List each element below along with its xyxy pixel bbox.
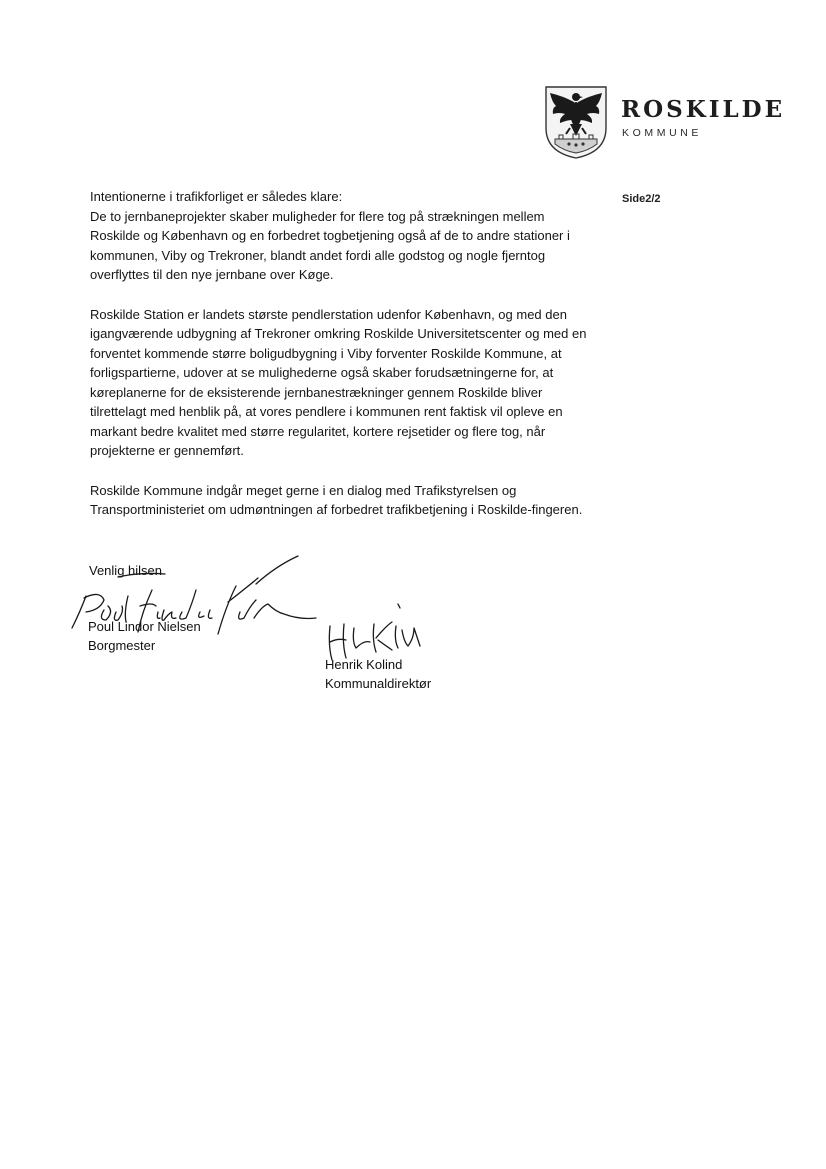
signature-1-stroke (256, 556, 298, 584)
text-line: Roskilde Kommune indgår meget gerne i en dialog med Trafikstyrelsen og (90, 482, 517, 498)
text-line: De to jernbaneprojekter skaber muligheder for flere tog på strækningen mellem (90, 208, 545, 224)
text-line: kommunen, Viby og Trekroner, blandt andet fordi alle godstog og nogle fjerntog (90, 247, 546, 263)
signer-1-title: Borgmester (88, 638, 156, 653)
signer-1-name: Poul Lindor Nielsen (88, 619, 201, 634)
text-line: Intentionerne i trafikforliget er således klare: (90, 189, 343, 204)
signature-2-stroke (329, 624, 346, 660)
text-line: overflyttes til den nye jernbane over Køge. (90, 267, 334, 282)
text-line: køreplanerne for de eksisterende jernbanestrækninger gennem Roskilde bliver (90, 384, 543, 400)
org-name: ROSKILDE (621, 96, 786, 123)
closing-greeting: Venlig hilsen (89, 563, 162, 578)
signer-2-title: Kommunaldirektør (325, 676, 432, 691)
signature-1-stroke (180, 590, 212, 619)
paragraph-intentions (90, 187, 620, 285)
signature-2-stroke (395, 626, 420, 648)
org-subtitle: KOMMUNE (622, 127, 703, 139)
text-line: forligspartierne, udover at se mulighederne også skaber forudsætningerne for, at (90, 365, 554, 380)
signature-2-stroke (353, 628, 370, 648)
paragraph-dialog (90, 481, 620, 520)
text-line: markant bedre kvalitet med større regularitet, kortere rejsetider og flere tog, når (90, 423, 546, 439)
text-line: Roskilde og København og en forbedret togbetjening også af de to andre stationer i (90, 228, 570, 243)
signer-2-name: Henrik Kolind (325, 657, 403, 672)
text-line: forventet kommende større boligudbygning i Viby forventer Roskilde Kommune, at (90, 345, 562, 361)
signature-2-stroke (398, 604, 400, 608)
signature-1-stroke (218, 578, 316, 634)
page-number: Side2/2 (622, 193, 661, 205)
signature-2-stroke (373, 622, 392, 652)
text-line: Roskilde Station er landets største pendlerstation udenfor København, og med den (90, 306, 567, 322)
letter-body (90, 187, 620, 540)
text-line: tilrettelagt med henblik på, at vores pendlere i kommunen rent faktisk vil opleve en (90, 404, 563, 419)
text-line: igangværende udbygning af Trekroner omkring Roskilde Universitetscenter og med en (90, 326, 587, 341)
paragraph-roskilde-station (90, 305, 620, 461)
text-line: Transportministeriet om udmøntningen af forbedret trafikbetjening i Roskilde-fingeren. (90, 502, 583, 517)
text-line: projekterne er gennemført. (90, 443, 244, 458)
eagle-coat-of-arms-icon (543, 84, 609, 160)
